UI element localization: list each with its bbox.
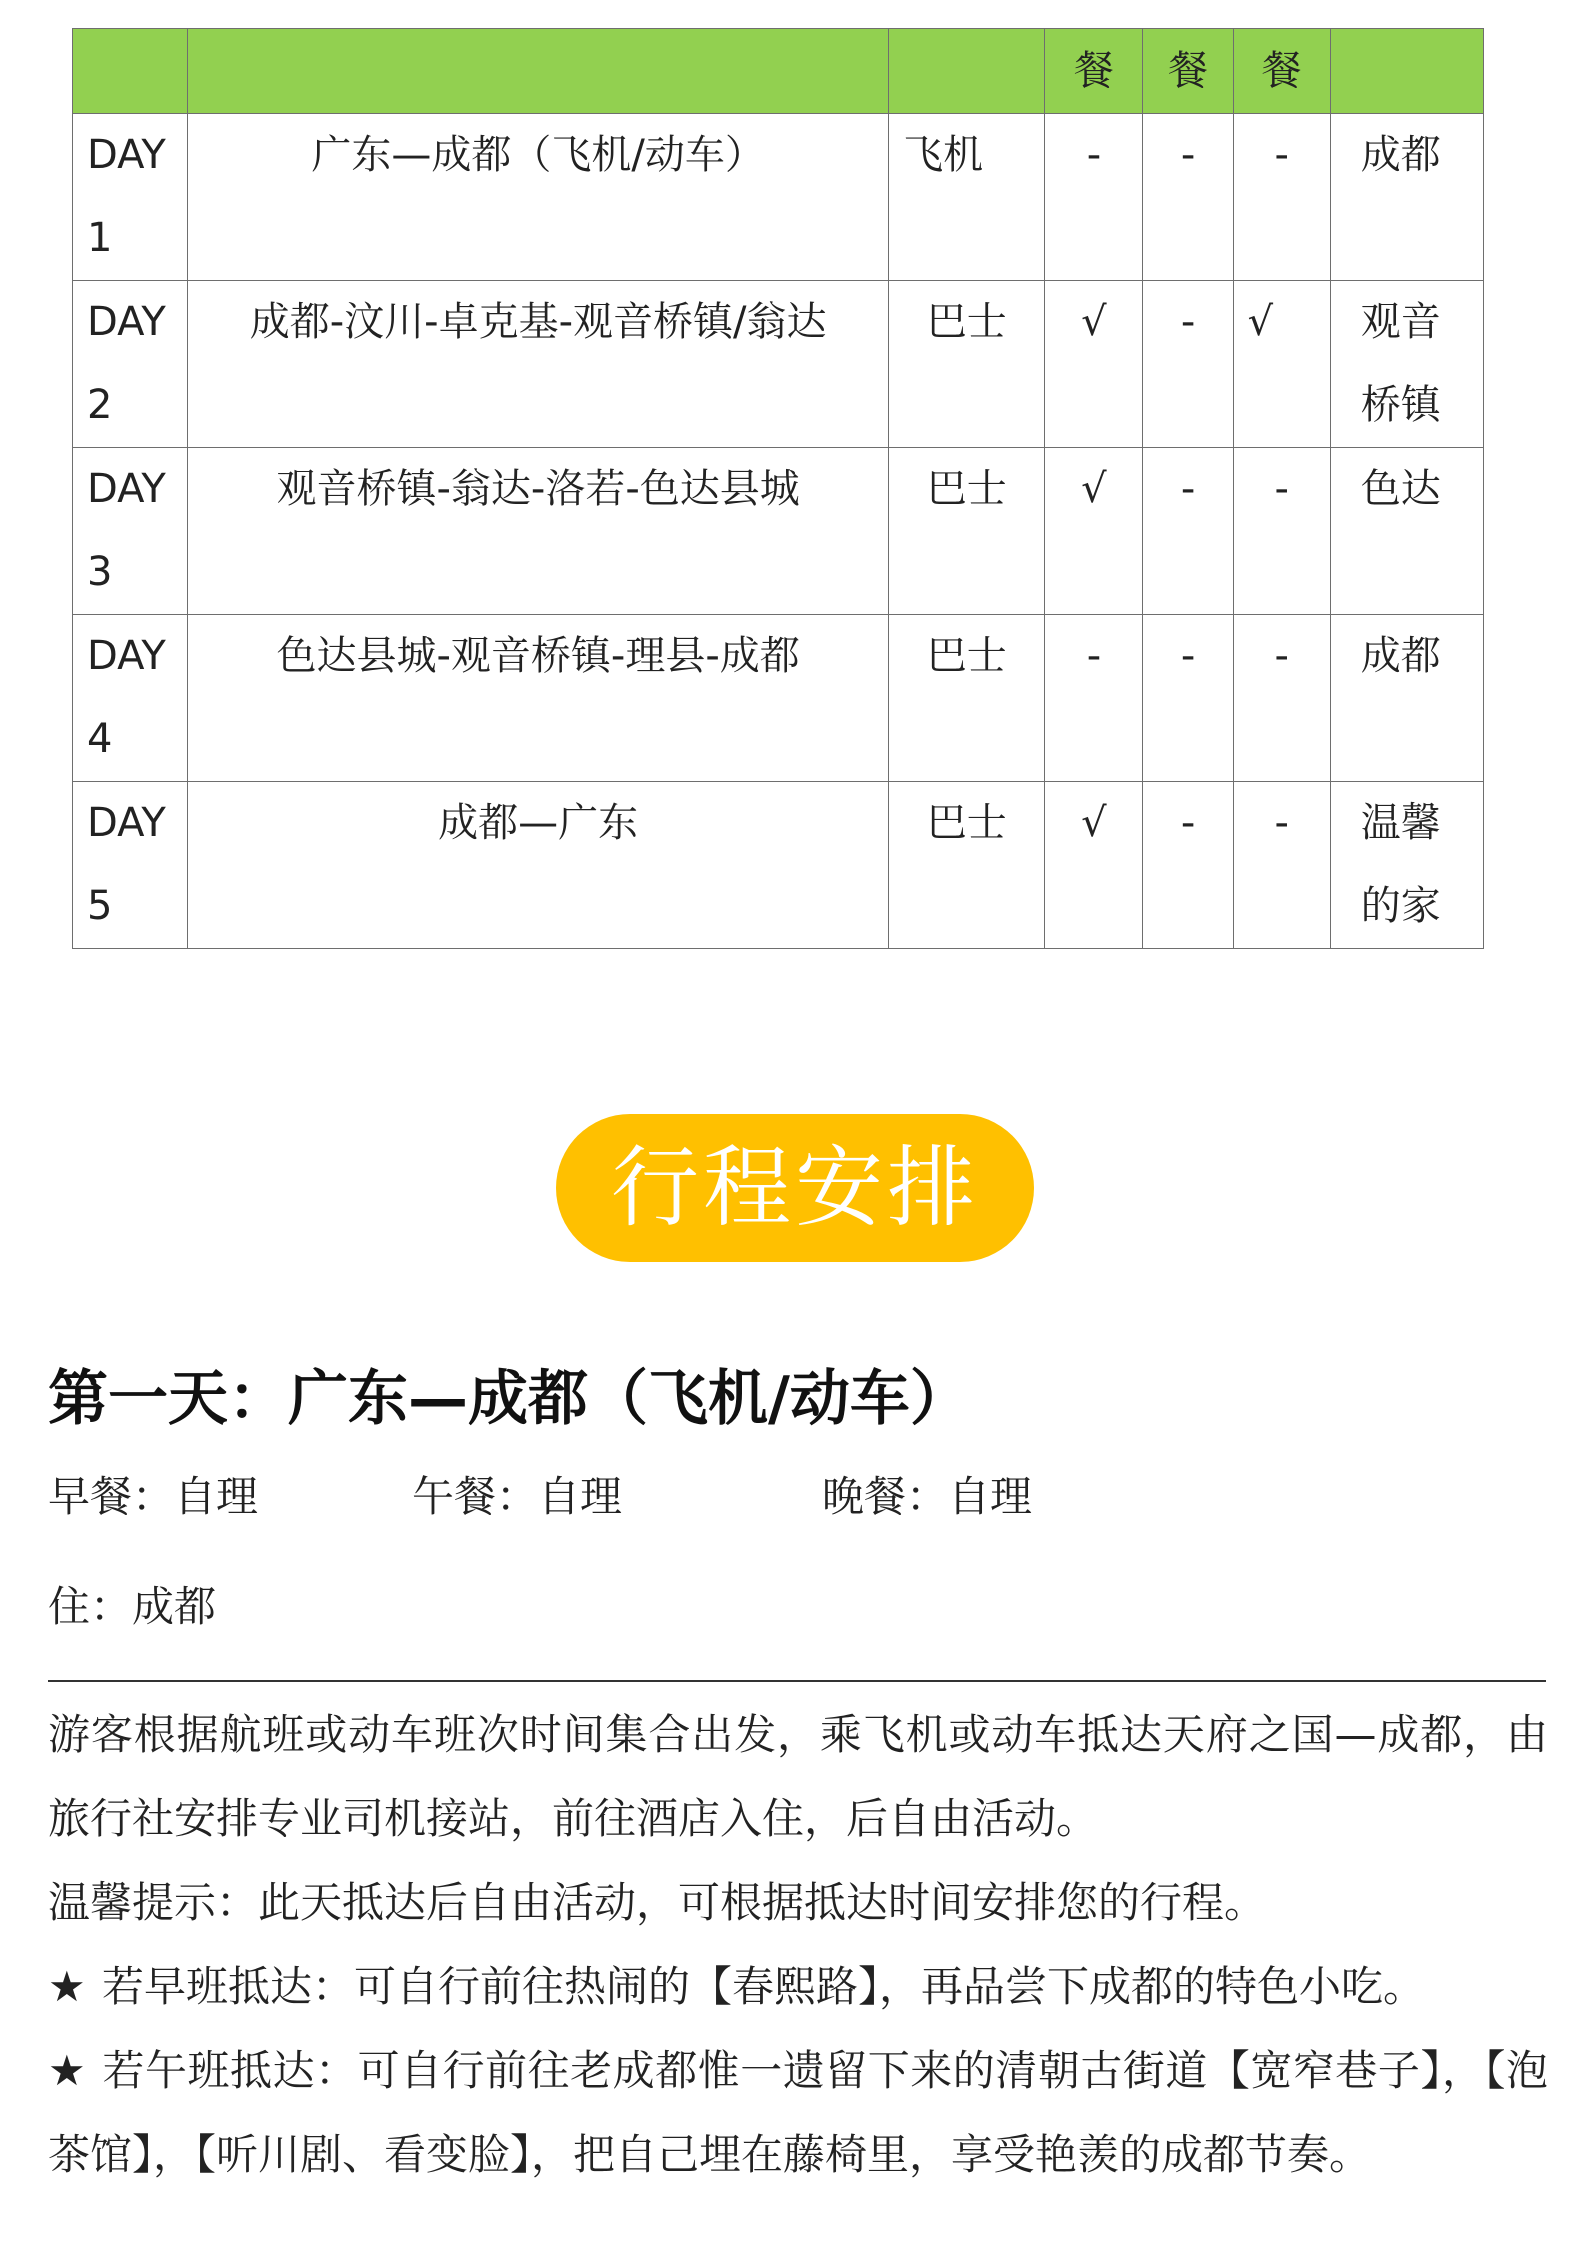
breakfast-cell: - bbox=[1045, 114, 1143, 281]
day-cell: DAY1 bbox=[73, 114, 188, 281]
afternoon-arrival-paragraph bbox=[48, 2029, 1548, 2197]
divider bbox=[48, 1680, 1546, 1682]
route-cell: 成都—广东 bbox=[188, 782, 889, 949]
table-row bbox=[73, 114, 1484, 281]
header-cell-day bbox=[73, 29, 188, 114]
star-icon: ★ bbox=[48, 2046, 86, 2095]
star-icon: ★ bbox=[48, 1962, 86, 2011]
dinner-cell: - bbox=[1233, 448, 1330, 615]
header-cell-route bbox=[188, 29, 889, 114]
day-title: 第一天：广东—成都（飞机/动车） bbox=[48, 1364, 970, 1434]
section-title-pill: 行程安排 bbox=[556, 1114, 1034, 1262]
stay-cell: 成都 bbox=[1330, 114, 1483, 281]
dinner-cell: - bbox=[1233, 782, 1330, 949]
breakfast-cell: √ bbox=[1045, 448, 1143, 615]
header-cell-breakfast: 餐 bbox=[1045, 29, 1143, 114]
transport-cell: 巴士 bbox=[889, 615, 1045, 782]
transport-cell: 飞机 bbox=[889, 114, 1045, 281]
accommodation-info: 住：成都 bbox=[48, 1582, 217, 1631]
table-row bbox=[73, 448, 1484, 615]
table-row bbox=[73, 281, 1484, 448]
table-header-row bbox=[73, 29, 1484, 114]
morning-arrival-paragraph bbox=[48, 1945, 1548, 2029]
day-cell: DAY3 bbox=[73, 448, 188, 615]
header-cell-stay bbox=[1330, 29, 1483, 114]
header-cell-transport bbox=[889, 29, 1045, 114]
stay-cell: 色达 bbox=[1330, 448, 1483, 615]
lunch-cell: - bbox=[1143, 114, 1233, 281]
transport-cell: 巴士 bbox=[889, 281, 1045, 448]
day-description bbox=[48, 1693, 1548, 2197]
breakfast-cell: - bbox=[1045, 615, 1143, 782]
stay-cell: 成都 bbox=[1330, 615, 1483, 782]
lunch-cell: - bbox=[1143, 281, 1233, 448]
stay-cell: 观音桥镇 bbox=[1330, 281, 1483, 448]
itinerary-table bbox=[72, 28, 1484, 949]
route-cell: 广东—成都（飞机/动车） bbox=[188, 114, 889, 281]
stay-cell: 温馨的家 bbox=[1330, 782, 1483, 949]
day-cell: DAY4 bbox=[73, 615, 188, 782]
intro-paragraph: 游客根据航班或动车班次时间集合出发，乘飞机或动车抵达天府之国—成都，由旅行社安排专业司机接站，前往酒店入住，后自由活动。 bbox=[48, 1710, 1548, 1843]
lunch-cell: - bbox=[1143, 448, 1233, 615]
dinner-cell: - bbox=[1233, 114, 1330, 281]
dinner-info: 晚餐：自理 bbox=[822, 1472, 1033, 1521]
table-row bbox=[73, 615, 1484, 782]
route-cell: 观音桥镇-翁达-洛若-色达县城 bbox=[188, 448, 889, 615]
dinner-cell: - bbox=[1233, 615, 1330, 782]
table-row bbox=[73, 782, 1484, 949]
tip-paragraph: 温馨提示：此天抵达后自由活动，可根据抵达时间安排您的行程。 bbox=[48, 1878, 1267, 1927]
meal-info bbox=[48, 1467, 1548, 1527]
transport-cell: 巴士 bbox=[889, 782, 1045, 949]
day-cell: DAY2 bbox=[73, 281, 188, 448]
header-cell-lunch: 餐 bbox=[1143, 29, 1233, 114]
breakfast-cell: √ bbox=[1045, 281, 1143, 448]
route-cell: 色达县城-观音桥镇-理县-成都 bbox=[188, 615, 889, 782]
route-cell: 成都-汶川-卓克基-观音桥镇/翁达 bbox=[188, 281, 889, 448]
lunch-cell: - bbox=[1143, 615, 1233, 782]
lunch-info: 午餐：自理 bbox=[412, 1472, 623, 1521]
transport-cell: 巴士 bbox=[889, 448, 1045, 615]
day-cell: DAY5 bbox=[73, 782, 188, 949]
afternoon-arrival-text: 若午班抵达：可自行前往老成都惟一遗留下来的清朝古街道【宽窄巷子】，【泡茶馆】，【听川剧、看变脸】，把自己埋在藤椅里，享受艳羡的成都节奏。 bbox=[48, 2046, 1548, 2179]
lunch-cell: - bbox=[1143, 782, 1233, 949]
morning-arrival-text: 若早班抵达：可自行前往热闹的【春熙路】，再品尝下成都的特色小吃。 bbox=[102, 1962, 1426, 2011]
breakfast-cell: √ bbox=[1045, 782, 1143, 949]
header-cell-dinner: 餐 bbox=[1233, 29, 1330, 114]
breakfast-info: 早餐：自理 bbox=[48, 1472, 259, 1521]
dinner-cell: √ bbox=[1233, 281, 1330, 448]
